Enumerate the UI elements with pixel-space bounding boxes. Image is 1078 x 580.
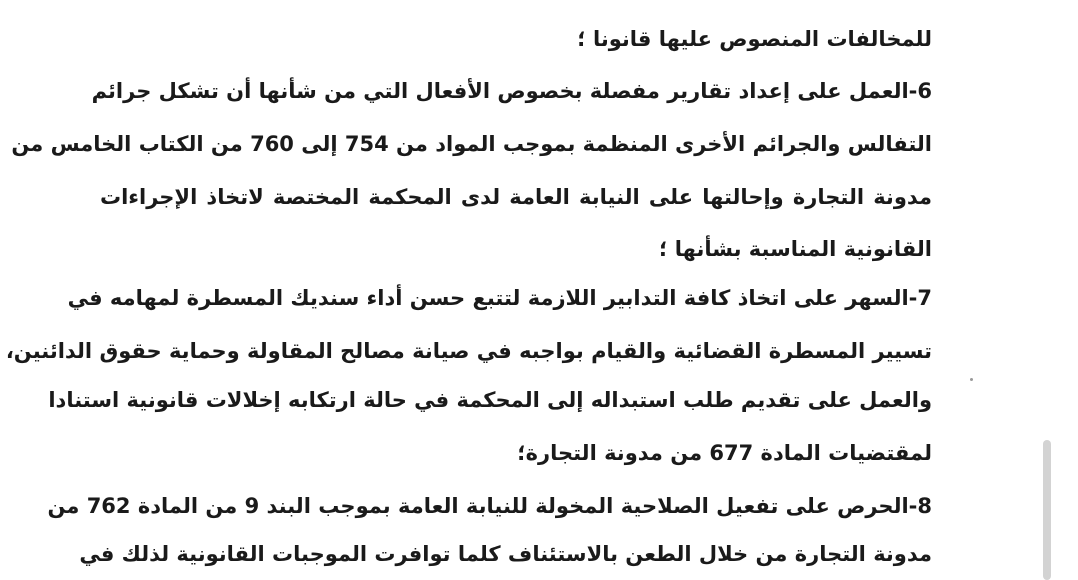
paragraph-line: 6-العمل على إعداد تقارير مفصلة بخصوص الأفعال التي من شأنها أن تشكل جرائم xyxy=(91,79,932,103)
paragraph-line: للمخالفات المنصوص عليها قانونا ؛ xyxy=(577,27,932,51)
paragraph-line: تسيير المسطرة القضائية والقيام بواجبه في صيانة مصالح المقاولة وحماية حقوق الدائنين، xyxy=(5,339,932,363)
paragraph-line: مدونة التجارة وإحالتها على النيابة العامة لدى المحكمة المختصة لاتخاذ الإجراءات xyxy=(100,185,932,209)
paragraph-line: مدونة التجارة من خلال الطعن بالاستئناف كلما توافرت الموجبات القانونية لذلك في xyxy=(79,542,932,566)
paragraph-line: القانونية المناسبة بشأنها ؛ xyxy=(658,237,932,261)
paragraph-line: والعمل على تقديم طلب استبداله إلى المحكمة في حالة ارتكابه إخلالات قانونية استنادا xyxy=(48,388,932,412)
scan-speck xyxy=(970,378,973,381)
scrollbar-thumb[interactable] xyxy=(1043,440,1051,580)
paragraph-line: 7-السهر على اتخاذ كافة التدابير اللازمة لتتبع حسن أداء سنديك المسطرة لمهامه في xyxy=(67,286,932,310)
paragraph-line: لمقتضيات المادة 677 من مدونة التجارة؛ xyxy=(517,441,932,465)
paragraph-line: التفالس والجرائم الأخرى المنظمة بموجب المواد من 754 إلى 760 من الكتاب الخامس من xyxy=(11,132,932,156)
paragraph-line: 8-الحرص على تفعيل الصلاحية المخولة للنيابة العامة بموجب البند 9 من المادة 762 من xyxy=(47,494,932,518)
